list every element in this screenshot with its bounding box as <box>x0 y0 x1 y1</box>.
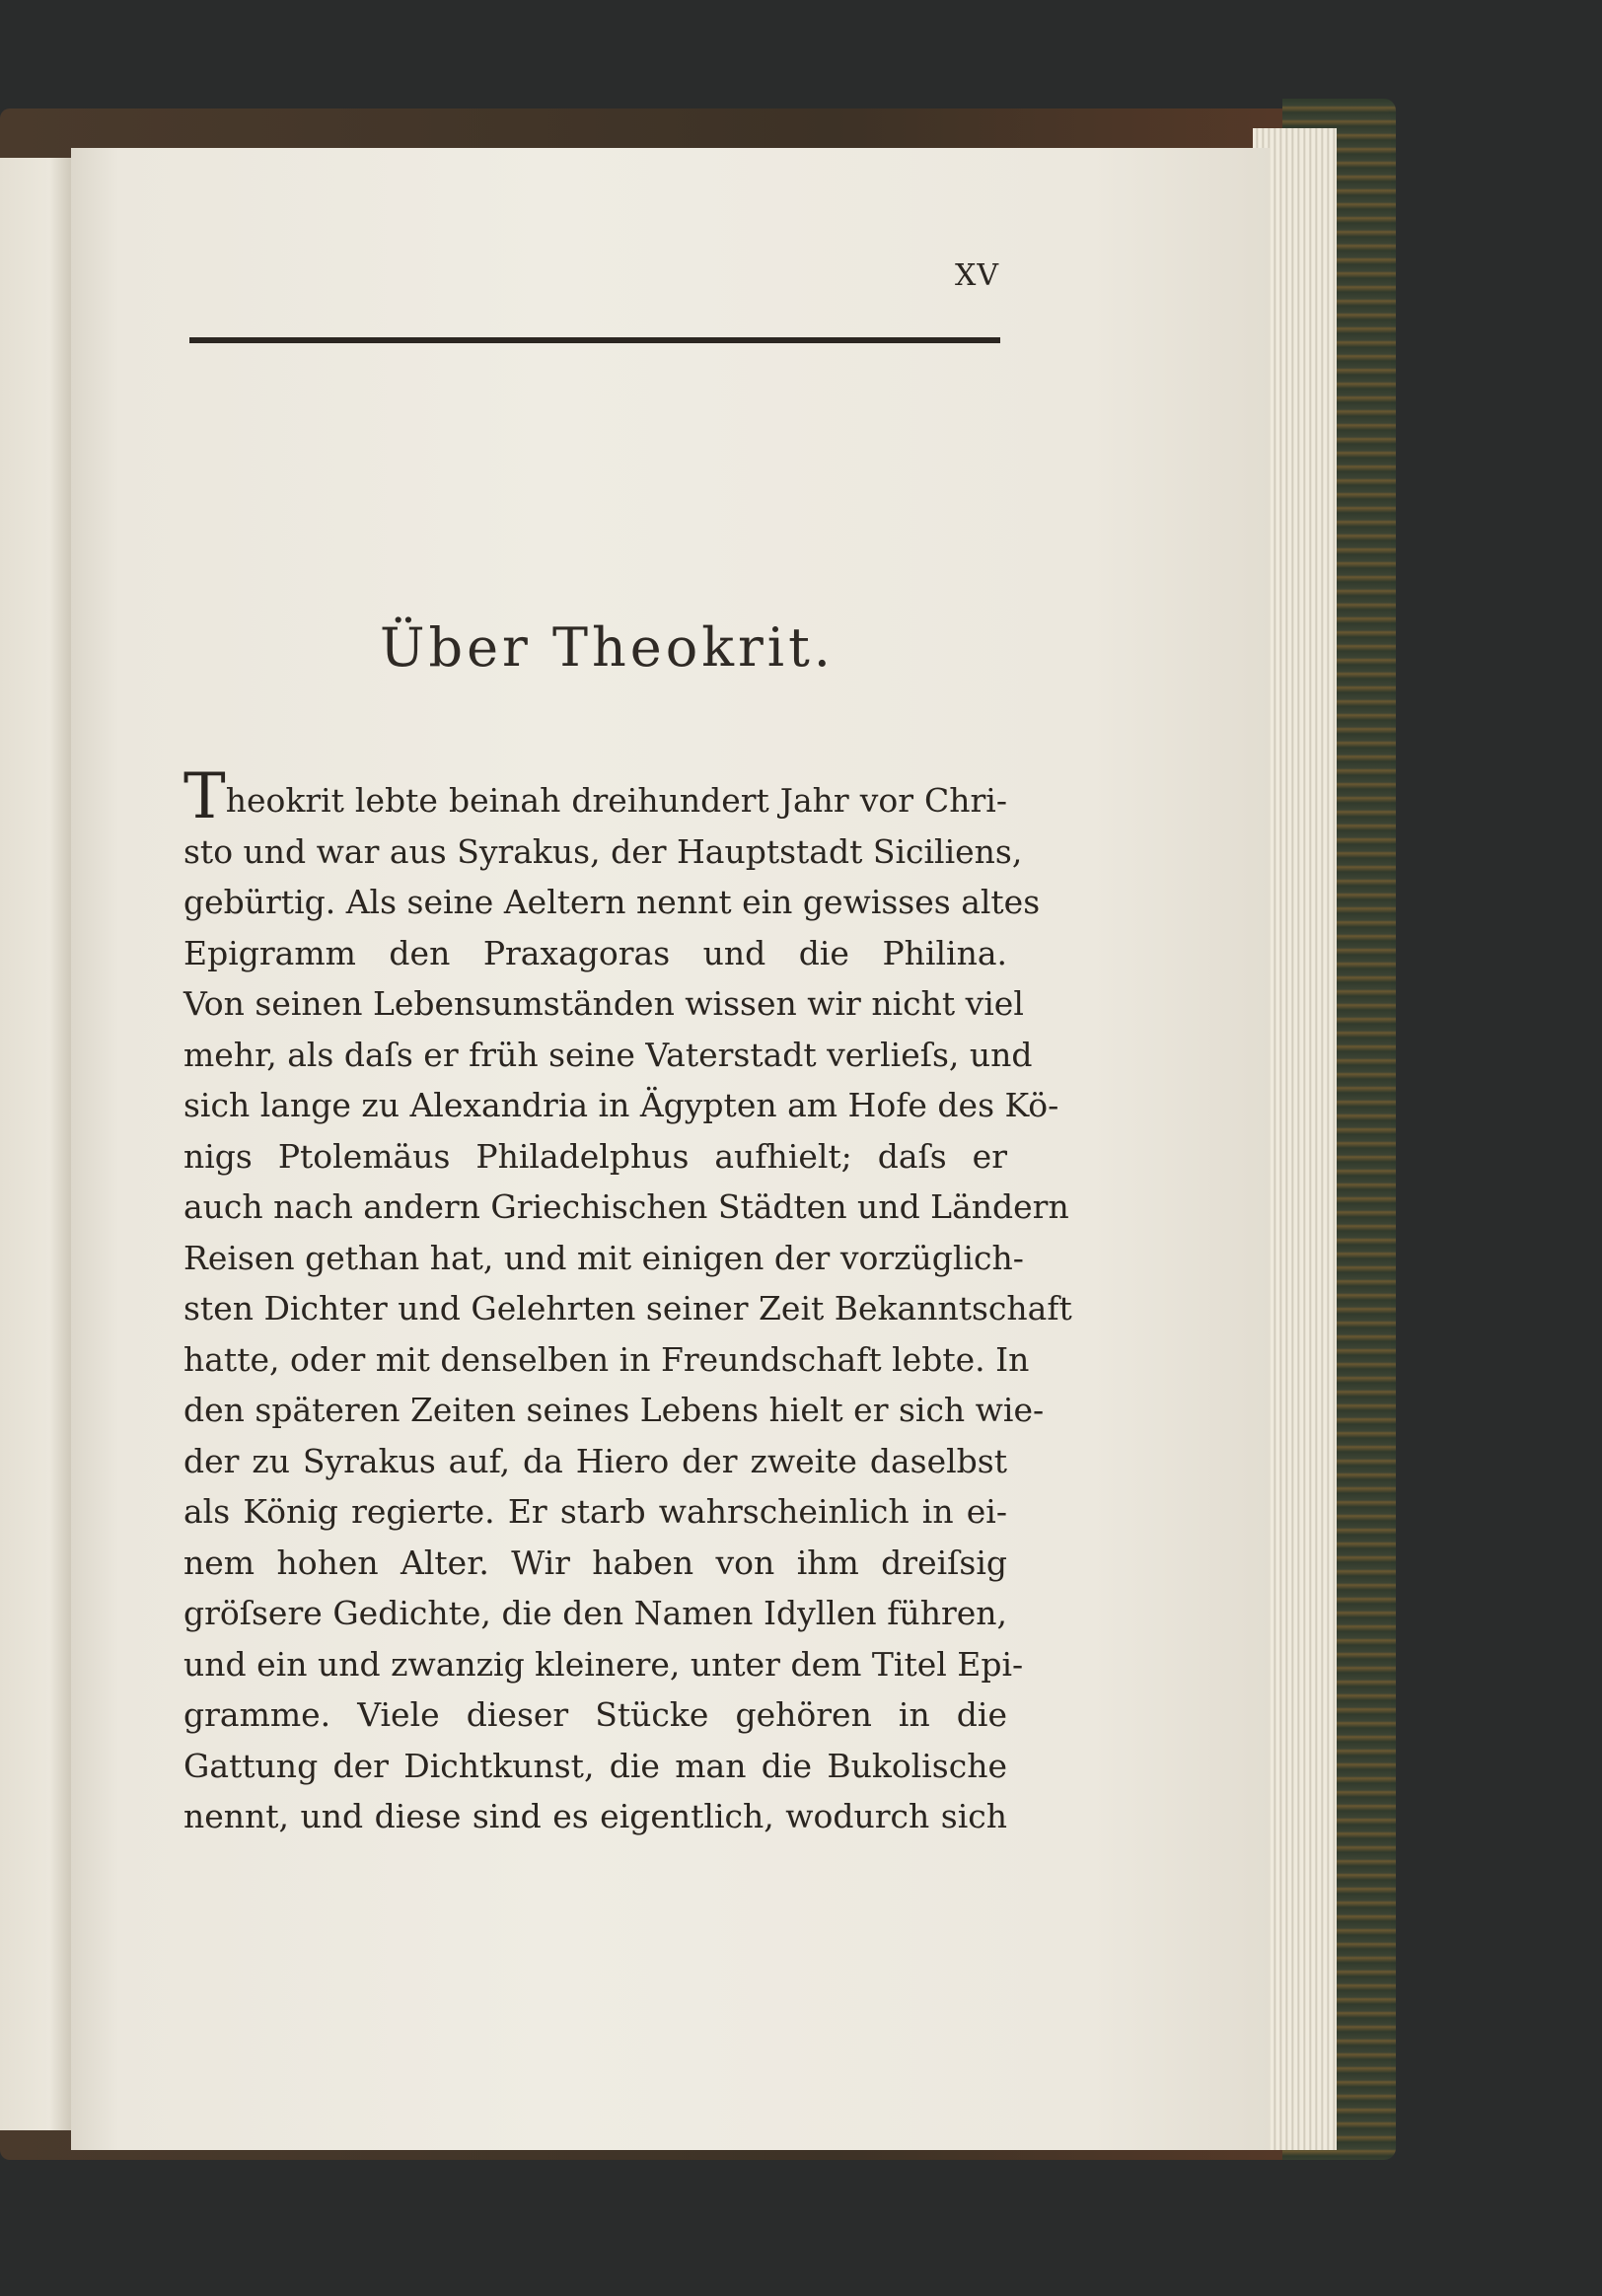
text-line: nennt, und diese sind es eigentlich, wodurch sich <box>183 1797 1007 1835</box>
page-number: XV <box>955 258 1000 293</box>
text-line: als König regierte. Er starb wahrscheinlich in ei- <box>183 1492 1007 1531</box>
text-line: den späteren Zeiten seines Lebens hielt er sich wie- <box>183 1391 1045 1429</box>
text-line: Theokrit lebte beinah dreihundert Jahr vor Chri- <box>183 760 1007 833</box>
text-line: mehr, als daſs er früh seine Vaterstadt verlieſs, und <box>183 1035 1033 1074</box>
text-line: und ein und zwanzig kleinere, unter dem Titel Epi- <box>183 1644 1024 1684</box>
header-rule <box>189 337 1000 343</box>
text-line: sten Dichter und Gelehrten seiner Zeit Bekanntschaft <box>183 1289 1072 1327</box>
chapter-title: Über Theokrit. <box>380 616 835 679</box>
body-text <box>183 760 1072 1842</box>
text-line: nigs Ptolemäus Philadelphus aufhielt; daſs er <box>183 1136 1007 1176</box>
text-line: sich lange zu Alexandria in Ägypten am Hofe des Kö- <box>183 1086 1059 1124</box>
text-line: Epigramm den Praxagoras und die Philina. <box>183 933 1007 972</box>
text-line: gebürtig. Als seine Aeltern nennt ein gewisses altes <box>183 883 1041 921</box>
text-line: hatte, oder mit denselben in Freundschaft lebte. In <box>183 1339 1030 1379</box>
text-line: Reisen gethan hat, und mit einigen der vorzüglich- <box>183 1238 1024 1277</box>
text-line: auch nach andern Griechischen Städten und Ländern <box>183 1187 1069 1226</box>
text-line: nem hohen Alter. Wir haben von ihm dreiſsig <box>183 1543 1007 1582</box>
initial-letter: T <box>183 760 226 833</box>
text-line: Gattung der Dichtkunst, die man die Bukolische <box>183 1746 1007 1785</box>
left-page-edge <box>0 158 71 2130</box>
text-line: der zu Syrakus auf, da Hiero der zweite daselbst <box>183 1441 1007 1480</box>
text-line: Von seinen Lebensumständen wissen wir nicht viel <box>183 984 1024 1023</box>
text-line: sto und war aus Syrakus, der Hauptstadt Siciliens, <box>183 831 1023 871</box>
text-line: gramme. Viele dieser Stücke gehören in die <box>183 1695 1007 1734</box>
text-line: gröſsere Gedichte, die den Namen Idyllen führen, <box>183 1594 1007 1632</box>
